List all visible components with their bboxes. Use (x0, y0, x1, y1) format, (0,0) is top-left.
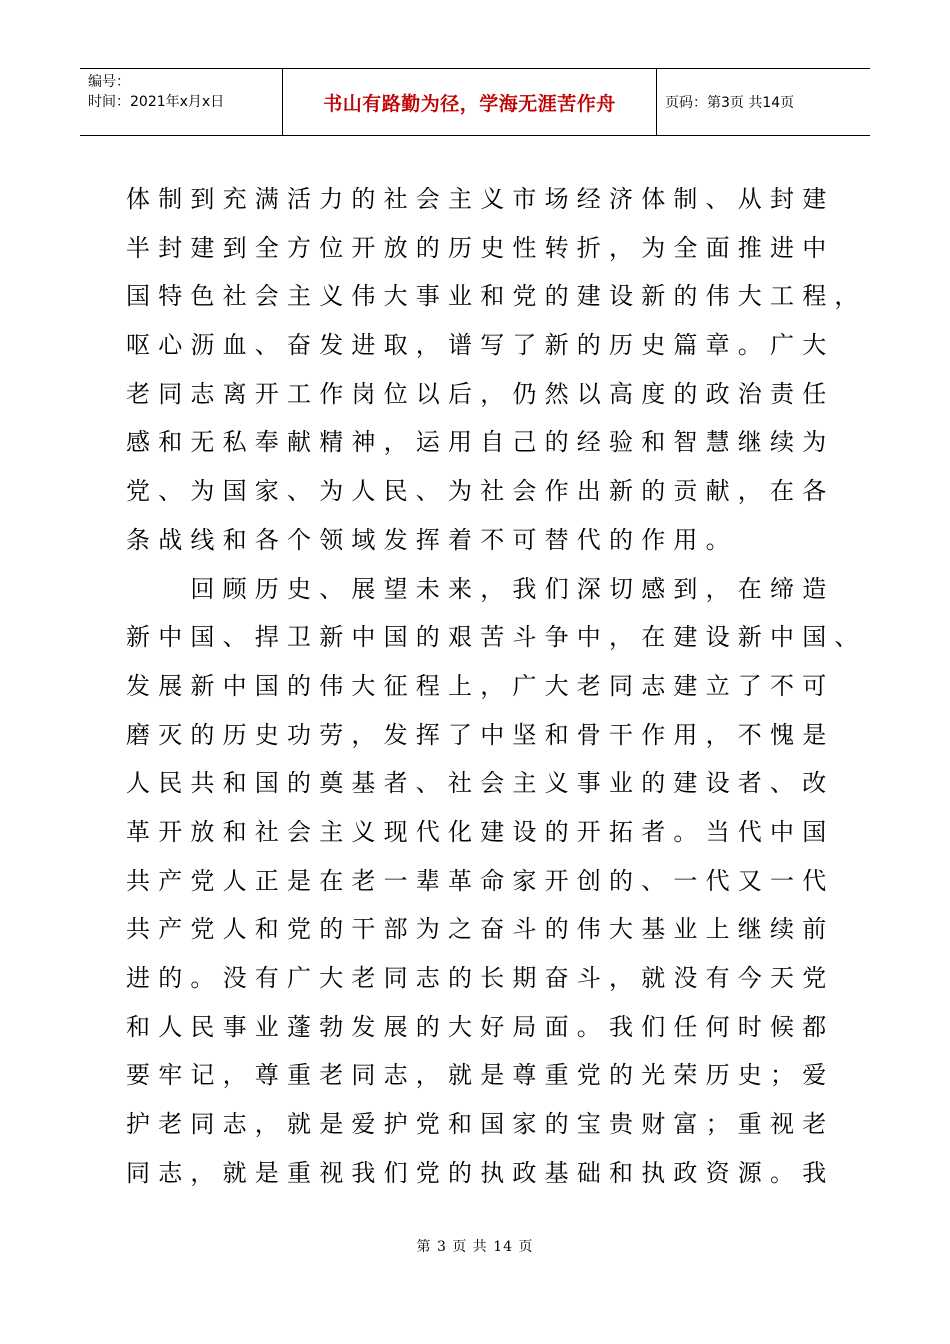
text-line: 共产党人正是在老一辈革命家开创的、一代又一代 (126, 866, 835, 895)
text-line: 发展新中国的伟大征程上，广大老同志建立了不可 (126, 671, 835, 700)
text-line: 感和无私奉献精神，运用自己的经验和智慧继续为 (126, 428, 835, 457)
text-line: 磨灭的历史功劳，发挥了中坚和骨干作用，不愧是 (126, 720, 835, 749)
text-line: 人民共和国的奠基者、社会主义事业的建设者、改 (126, 769, 835, 798)
serial-number-label: 编号： (88, 74, 130, 90)
text-line: 革开放和社会主义现代化建设的开拓者。当代中国 (126, 817, 835, 846)
text-line: 国特色社会主义伟大事业和党的建设新的伟大工程， (126, 282, 867, 311)
text-line: 进的。没有广大老同志的长期奋斗，就没有今天党 (126, 964, 835, 992)
header-motto: 书山有路勤为径，学海无涯苦作舟 (283, 69, 657, 135)
date-label: 时间：2021年x月x日 (88, 94, 225, 110)
header-meta (80, 69, 283, 135)
text-line: 和人民事业蓬勃发展的大好局面。我们任何时候都 (126, 1012, 835, 1041)
text-line: 新中国、捍卫新中国的艰苦斗争中，在建设新中国、 (126, 623, 867, 652)
text-line: 半封建到全方位开放的历史性转折，为全面推进中 (126, 233, 835, 262)
text-line: 共产党人和党的干部为之奋斗的伟大基业上继续前 (126, 915, 835, 944)
text-line: 呕心沥血、奋发进取，谱写了新的历史篇章。广大 (126, 331, 835, 360)
header-page-code: 页码：第3页 共14页 (665, 95, 795, 111)
text-line: 同志，就是重视我们党的执政基础和执政资源。我 (126, 1158, 835, 1187)
text-line: 条战线和各个领域发挥着不可替代的作用。 (126, 525, 738, 554)
text-line: 老同志离开工作岗位以后，仍然以高度的政治责任 (126, 379, 835, 408)
text-line: 要牢记，尊重老同志，就是尊重党的光荣历史；爱 (126, 1061, 835, 1090)
body-text (126, 175, 867, 1197)
text-line: 体制到充满活力的社会主义市场经济体制、从封建 (126, 185, 835, 213)
page-header (80, 68, 870, 136)
text-line: 回顾历史、展望未来，我们深切感到，在缔造 (126, 574, 835, 603)
page-footer: 第 3 页 共 14 页 (416, 1239, 534, 1255)
text-line: 护老同志，就是爱护党和国家的宝贵财富；重视老 (126, 1110, 835, 1139)
text-line: 党、为国家、为人民、为社会作出新的贡献，在各 (126, 477, 835, 506)
